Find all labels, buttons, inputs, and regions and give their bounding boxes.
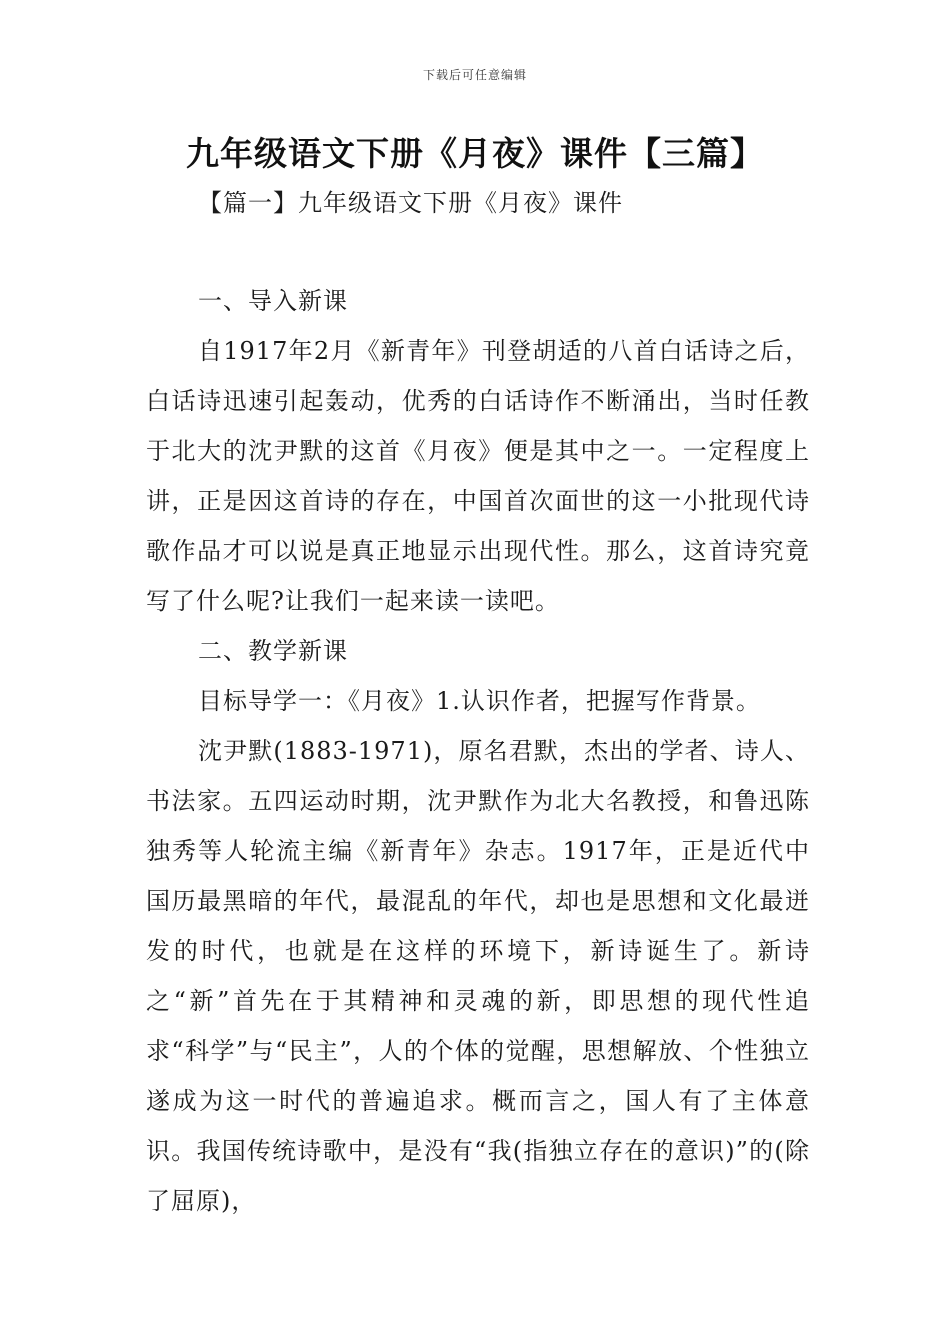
paragraph-intro: 自1917年2月《新青年》刊登胡适的八首白话诗之后，白话诗迅速引起轰动，优秀的白话诗作不断涌出，当时任教于北大的沈尹默的这首《月夜》便是其中之一。一定程度上讲，正是因这首诗的存在，中国首次面世的这一小批现代诗歌作品才可以说是真正地显示出现代性。那么，这首诗究竟写了什么呢?让我们一起来读一读吧。 bbox=[146, 337, 810, 615]
section-heading-intro: 一、导入新课 bbox=[198, 287, 348, 315]
paragraph-author: 沈尹默(1883-1971)，原名君默，杰出的学者、诗人、书法家。五四运动时期，沈尹默作为北大名教授，和鲁迅陈独秀等人轮流主编《新青年》杂志。1917年，正是近代中国历最黑暗的年代，最混乱的年代，却也是思想和文化最迸发的时代，也就是在这样的环境下，新诗诞生了。新诗之“新”首先在于其精神和灵魂的新，即思想的现代性追求“科学”与“民主”，人的个体的觉醒，思想解放、个性独立遂成为这一时代的普遍追求。概而言之，国人有了主体意识。我国传统诗歌中，是没有“我(指独立存在的意识)”的(除了屈原)， bbox=[146, 737, 810, 1215]
header-note: 下载后可任意编辑 bbox=[422, 68, 527, 82]
document-body bbox=[146, 276, 810, 1226]
document-subtitle: 【篇一】九年级语文下册《月夜》课件 bbox=[198, 189, 623, 217]
document-title: 九年级语文下册《月夜》课件【三篇】 bbox=[186, 134, 764, 173]
section-heading-teaching: 二、教学新课 bbox=[198, 637, 348, 665]
paragraph-goal: 目标导学一：《月夜》1.认识作者，把握写作背景。 bbox=[198, 687, 761, 715]
